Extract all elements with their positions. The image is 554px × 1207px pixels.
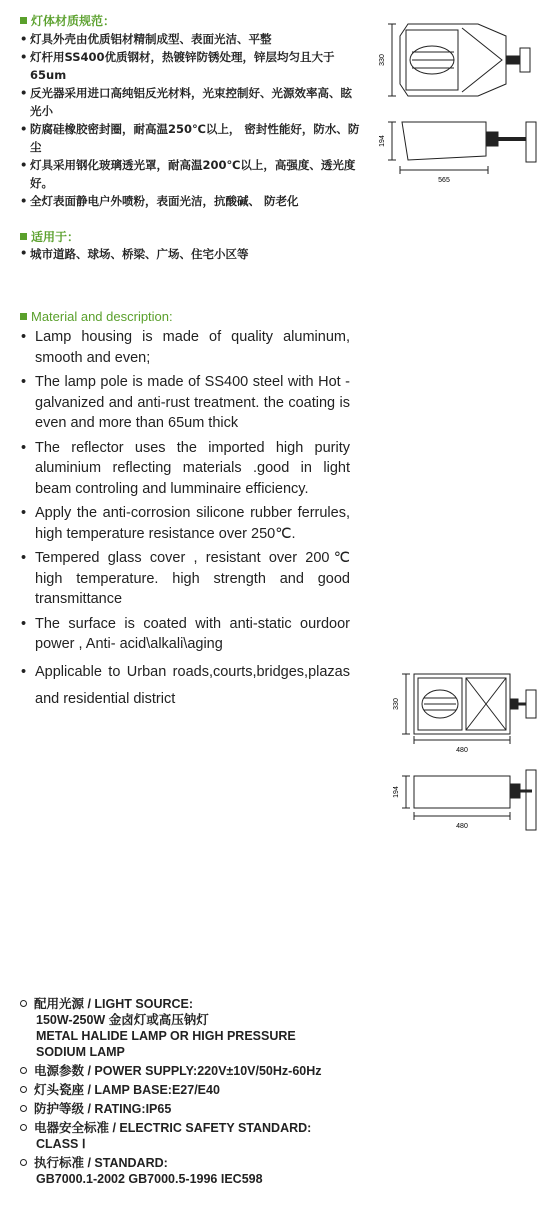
list-item: • The surface is coated with anti-static ourdoor power , Anti- acid\alkali\aging [20, 614, 350, 655]
spec-value: METAL HALIDE LAMP OR HIGH PRESSURE [36, 1029, 296, 1043]
list-item: • 防腐硅橡胶密封圈，耐高温250℃以上， 密封性能好，防水、防尘 [20, 120, 360, 156]
dimension-label: 565 [438, 177, 450, 184]
plan-view-drawing [388, 24, 530, 96]
square-bullet-icon [20, 313, 27, 320]
list-item: • Apply the anti-corrosion silicone rubber ferrules, high temperature resistance over 250℃. [20, 503, 350, 544]
list-item: • 全灯表面静电户外喷粉，表面光洁，抗酸碱、 防老化 [20, 192, 360, 210]
list-item: • 反光器采用进口高纯铝反光材料，光束控制好、光源效率高、眩光小 [20, 84, 360, 120]
plan-view-drawing [402, 674, 536, 744]
list-item: • The reflector uses the imported high purity aluminium reflecting materials .good in light beam controling and lumminaire efficiency. [20, 438, 350, 500]
spec-value: 150W-250W 金卤灯或高压钠灯 [36, 1013, 209, 1027]
spec-lamp-base [20, 1082, 360, 1098]
en-section-title: Material and description: [20, 309, 173, 324]
spec-label: 电源参数 / POWER SUPPLY:220V±10V/50Hz-60Hz [34, 1064, 322, 1078]
list-item: • Tempered glass cover , resistant over 200℃ high temperature. high strength and good transmittance [20, 548, 350, 610]
dimension-label: 194 [379, 135, 386, 147]
spec-rating [20, 1101, 360, 1117]
spec-list [20, 996, 360, 1190]
spec-label: 防护等级 / RATING:IP65 [34, 1102, 172, 1116]
spec-value: CLASS Ⅰ [36, 1137, 86, 1151]
spec-light-source [20, 996, 360, 1060]
list-item: • Lamp housing is made of quality aluminum, smooth and even; [20, 327, 350, 368]
dimension-label: 480 [456, 823, 468, 830]
spec-value: SODIUM LAMP [36, 1045, 125, 1059]
square-bullet-icon [20, 233, 27, 240]
cn-application-text: • 城市道路、球场、桥梁、广场、住宅小区等 [20, 246, 554, 262]
cn-section-title: 灯体材质规范： [20, 12, 115, 29]
spec-safety-standard [20, 1120, 360, 1152]
list-item: • The lamp pole is made of SS400 steel with Hot -galvanized and anti-rust treatment. the coating is even and more than 65um thick [20, 372, 350, 434]
luminaire-drawing-bottom [392, 660, 542, 840]
spec-value: GB7000.1-2002 GB7000.5-1996 IEC598 [36, 1172, 263, 1186]
spec-power-supply [20, 1063, 360, 1079]
spec-label: 电器安全标准 / ELECTRIC SAFETY STANDARD: [34, 1121, 312, 1135]
list-item: • Applicable to Urban roads,courts,bridges,plazas and residential district [20, 659, 350, 713]
square-bullet-icon [20, 17, 27, 24]
dimension-label: 194 [393, 786, 400, 798]
spec-label: 执行标准 / STANDARD: [34, 1156, 168, 1170]
list-item: • 灯杆用SS400优质钢材，热镀锌防锈处理，锌层均匀且大于65um [20, 48, 360, 84]
spec-label: 配用光源 / LIGHT SOURCE: [34, 997, 194, 1011]
spec-label: 灯头瓷座 / LAMP BASE:E27/E40 [34, 1083, 220, 1097]
list-item: • 灯具采用钢化玻璃透光罩，耐高温200℃以上，高强度、透光度好。 [20, 156, 360, 192]
side-view-drawing [388, 122, 536, 174]
luminaire-drawing-top [378, 18, 543, 193]
cn-application-title: 适用于： [20, 228, 79, 245]
cn-feature-list [20, 30, 360, 210]
dimension-label: 480 [456, 747, 468, 754]
list-item: • 灯具外壳由优质铝材精制成型、表面光洁、平整 [20, 30, 360, 48]
dimension-label: 330 [393, 698, 400, 710]
en-feature-list [20, 327, 350, 717]
side-view-drawing [402, 770, 536, 830]
spec-standard [20, 1155, 360, 1187]
dimension-label: 330 [379, 54, 386, 66]
